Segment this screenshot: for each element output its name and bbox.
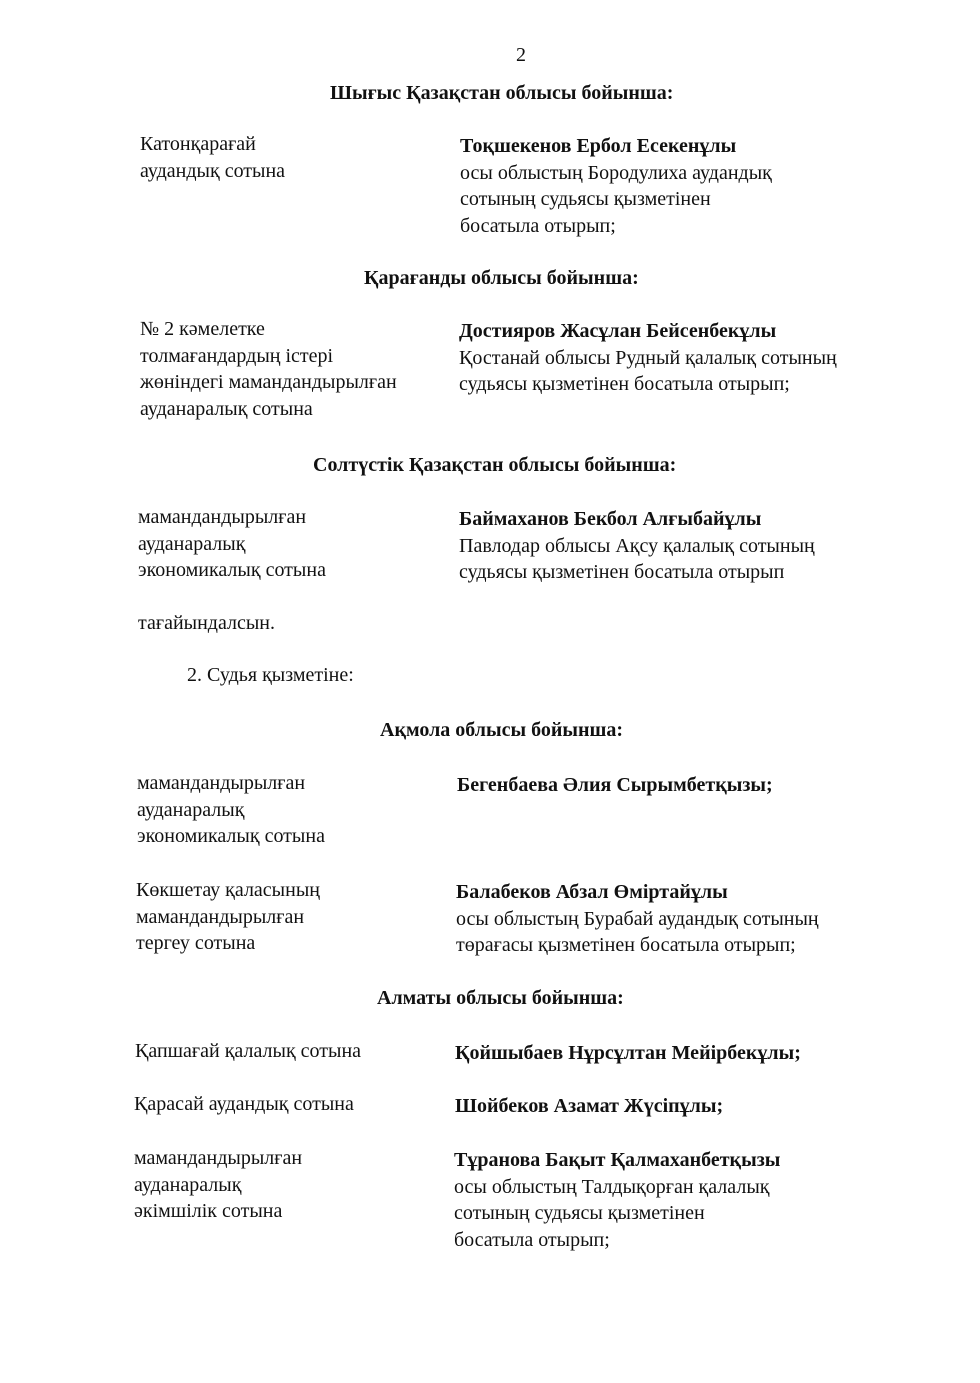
appointee-detail: босатыла отырып;	[454, 1228, 610, 1251]
court-line: мамандандырылған	[137, 772, 306, 794]
appointee-block	[459, 506, 815, 586]
court-line: ауданаралық	[137, 798, 245, 821]
appointee-block	[456, 879, 819, 959]
appointee-block	[454, 1147, 780, 1253]
court-line: тергеу сотына	[136, 932, 256, 954]
appointee-block	[460, 133, 772, 239]
appointee-name: Қойшыбаев Нұрсұлтан Мейірбекұлы;	[455, 1042, 801, 1064]
appointee-detail: сотының судьясы қызметінен	[454, 1202, 705, 1224]
appointee-detail: Павлодар облысы Ақсу қалалық сотының	[459, 534, 815, 557]
section-heading: Алматы облысы бойынша:	[377, 987, 624, 1009]
appointee-name: Тоқшекенов Ербол Есекенұлы	[460, 135, 737, 157]
section-heading: Солтүстік Қазақстан облысы бойынша:	[313, 454, 677, 476]
appointee-name: Шойбеков Азамат Жүсіпұлы;	[455, 1095, 724, 1117]
appointee-detail: осы облыстың Бурабай аудандық сотының	[456, 907, 819, 930]
court-line: жөніндегі мамандандырылған	[140, 371, 397, 393]
appointee-block	[457, 772, 773, 799]
court-line: әкімшілік сотына	[134, 1200, 283, 1222]
court-line: ауданаралық	[134, 1173, 242, 1196]
appointee-name: Бегенбаева Әлия Сырымбетқызы;	[457, 774, 773, 796]
item-2-text: 2. Судья қызметіне:	[187, 664, 354, 686]
appointee-detail: Қостанай облысы Рудный қалалық сотының	[459, 346, 837, 369]
court-name	[134, 1145, 302, 1225]
court-line: Қарасай аудандық сотына	[134, 1093, 354, 1115]
appoint-text: тағайындалсын.	[138, 612, 276, 634]
court-line: Көкшетау қаласының	[136, 879, 320, 901]
section-heading: Шығыс Қазақстан облысы бойынша:	[330, 82, 674, 104]
court-line: толмағандардың істері	[140, 344, 334, 367]
court-line: мамандандырылған	[136, 905, 305, 928]
appointee-detail: босатыла отырып;	[460, 214, 616, 237]
court-name	[137, 770, 325, 850]
court-name	[140, 131, 285, 184]
court-name	[138, 504, 326, 584]
court-line: Қапшағай қалалық сотына	[135, 1040, 362, 1062]
court-line: ауданаралық	[138, 532, 246, 555]
appointee-detail: судьясы қызметінен босатыла отырып;	[459, 373, 790, 395]
court-name	[136, 877, 320, 957]
court-line: мамандандырылған	[134, 1147, 303, 1169]
appointee-block	[455, 1040, 801, 1067]
appointee-block	[459, 318, 837, 398]
court-line: мамандандырылған	[138, 506, 307, 528]
court-line: ауданаралық сотына	[140, 397, 313, 420]
court-line: экономикалық сотына	[137, 825, 325, 847]
appointee-detail: осы облыстың Бородулиха аудандық	[460, 161, 772, 184]
appointee-name: Балабеков Абзал Өміртайұлы	[456, 881, 728, 903]
appointee-detail: төрағасы қызметінен босатыла отырып;	[456, 934, 796, 956]
appointee-name: Достияров Жасұлан Бейсенбекұлы	[459, 320, 777, 342]
court-line: Катонқарағай	[140, 133, 256, 155]
appointee-name: Баймаханов Бекбол Алғыбайұлы	[459, 508, 762, 530]
page-number: 2	[516, 44, 526, 66]
appointee-name: Тұранова Бақыт Қалмаханбетқызы	[454, 1149, 781, 1171]
court-line: аудандық сотына	[140, 159, 286, 182]
section-heading: Ақмола облысы бойынша:	[380, 719, 624, 741]
appointee-detail: сотының судьясы қызметінен	[460, 188, 711, 210]
court-name	[135, 1038, 361, 1065]
court-name	[134, 1091, 354, 1118]
court-name	[140, 316, 397, 422]
appointee-detail: осы облыстың Талдықорған қалалық	[454, 1175, 770, 1198]
court-line: экономикалық сотына	[138, 559, 326, 581]
court-line: № 2 кәмелетке	[140, 318, 265, 340]
appointee-block	[455, 1093, 723, 1120]
section-heading: Қарағанды облысы бойынша:	[364, 267, 639, 289]
appointee-detail: судьясы қызметінен босатыла отырып	[459, 561, 785, 583]
